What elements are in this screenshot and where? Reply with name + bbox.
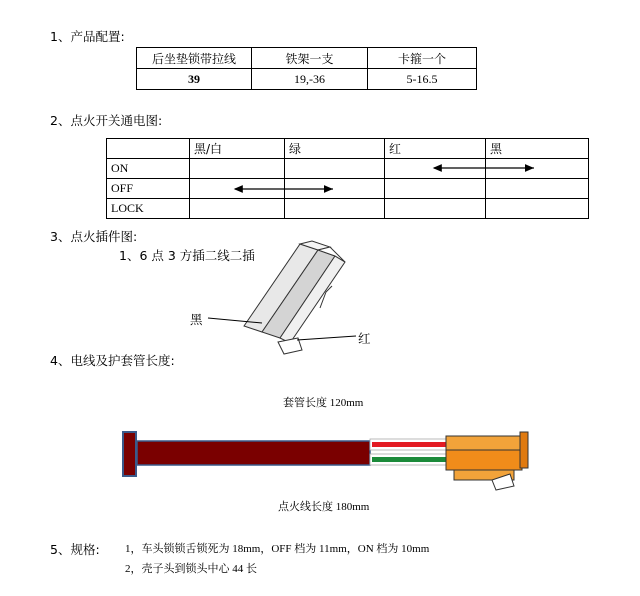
label-black: 黑 <box>190 312 203 327</box>
header-cell: 铁架一支 <box>252 48 368 69</box>
row-label: ON <box>107 159 190 179</box>
header-cell: 黑/白 <box>190 139 285 159</box>
section3-subheading: 1、6 点 3 方插二线二插 <box>119 248 255 263</box>
label-red: 红 <box>358 331 371 346</box>
section2-heading: 2、点火开关通电图: <box>50 113 163 128</box>
sleeve-length-label: 套管长度 120mm <box>283 397 364 409</box>
section5-heading: 5、规格: <box>50 542 100 557</box>
section4-heading: 4、电线及护套管长度: <box>50 353 175 368</box>
spec-line-1: 1，车头锁锁舌锁死为 18mm，OFF 档为 11mm，ON 档为 10mm <box>125 543 430 555</box>
section3-heading: 3、点火插件图: <box>50 229 138 244</box>
header-cell: 卡箍一个 <box>368 48 477 69</box>
header-cell: 绿 <box>285 139 385 159</box>
section1-heading: 1、产品配置: <box>50 29 125 44</box>
row-label: LOCK <box>107 199 190 219</box>
header-cell: 红 <box>385 139 486 159</box>
value-cell: 19,-36 <box>252 69 368 90</box>
spec-line-2: 2，壳子头到锁头中心 44 长 <box>125 563 257 575</box>
wire-length-label: 点火线长度 180mm <box>278 501 370 513</box>
header-cell: 黑 <box>486 139 589 159</box>
value-cell: 5-16.5 <box>368 69 477 90</box>
row-label: OFF <box>107 179 190 199</box>
header-cell: 后坐垫锁带拉线 <box>137 48 252 69</box>
value-cell: 39 <box>137 69 252 90</box>
